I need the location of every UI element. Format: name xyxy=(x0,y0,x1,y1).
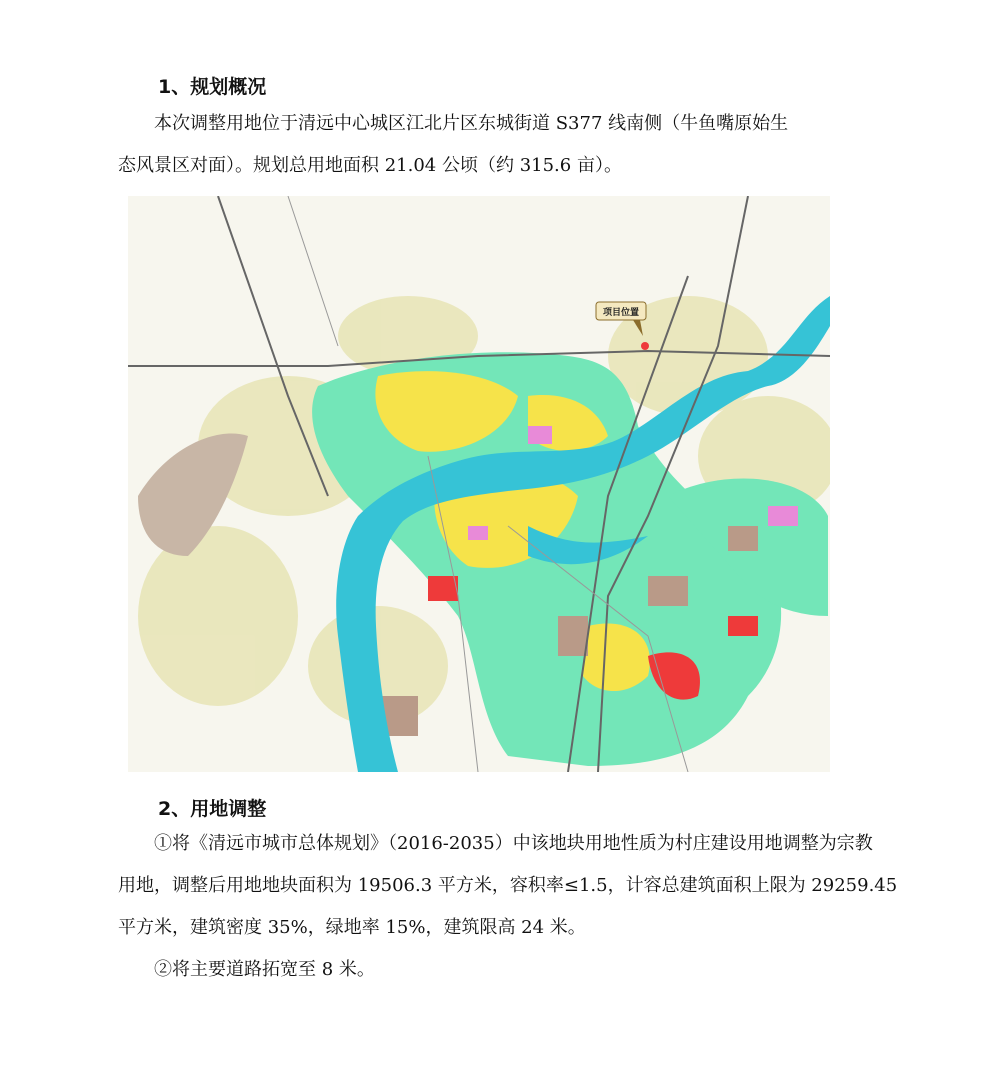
project-location-label: 项目位置 xyxy=(602,308,640,318)
section2-item2 xyxy=(118,949,863,991)
section2-item2-line: ②将主要道路拓宽至 8 米。 xyxy=(154,959,375,980)
section2-item1-line-3: 平方米，建筑密度 35%，绿地率 15%，建筑限高 24 米。 xyxy=(118,917,586,938)
section1-paragraph xyxy=(118,103,863,187)
section2-item1 xyxy=(118,823,898,949)
section2-item1-line-1: ①将《清远市城市总体规划》（2016-2035）中该地块用地性质为村庄建设用地调整为宗教 xyxy=(154,833,873,854)
section1-heading: 1、规划概况 xyxy=(158,76,267,98)
section2-item1-line-2: 用地，调整后用地地块面积为 19506.3 平方米，容积率≤1.5，计容总建筑面积上限为 29259.45 xyxy=(118,875,898,896)
section1-line-1: 本次调整用地位于清远中心城区江北片区东城街道 S377 线南侧（牛鱼嘴原始生 xyxy=(154,113,789,134)
land-use-map-graphic xyxy=(128,196,830,772)
section2-heading: 2、用地调整 xyxy=(158,798,267,820)
land-use-map xyxy=(128,196,830,772)
section1-line-2: 态风景区对面）。规划总用地面积 21.04 公顷（约 315.6 亩）。 xyxy=(118,155,622,176)
